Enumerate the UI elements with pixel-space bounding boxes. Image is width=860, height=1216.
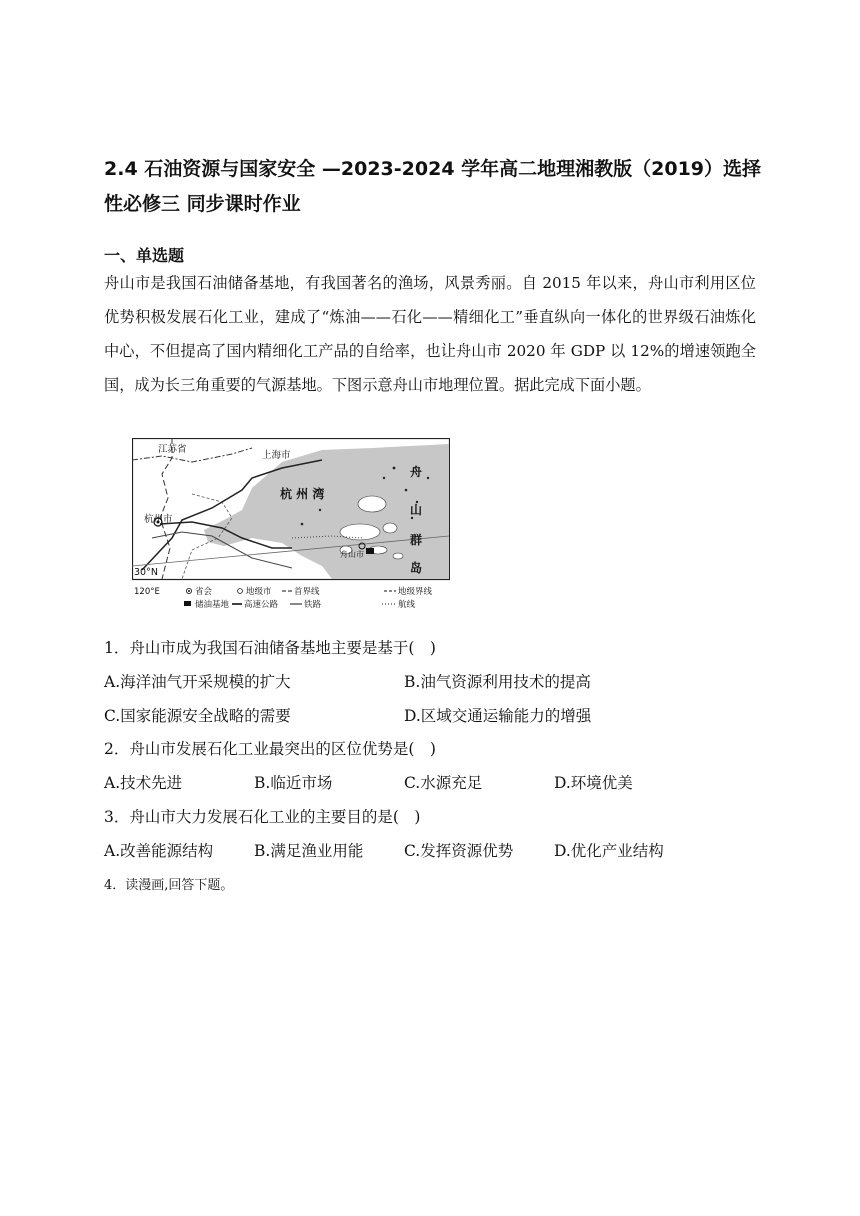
map-label-longitude: 120°E — [134, 587, 160, 597]
map-label-shan: 山 — [410, 503, 423, 517]
legend-shipping: 航线 — [398, 600, 416, 610]
zhoushan-location-map — [132, 438, 450, 610]
q2-option-b[interactable]: B.临近市场 — [254, 774, 333, 792]
legend-highway: 高速公路 — [244, 600, 279, 610]
q3-option-c[interactable]: C.发挥资源优势 — [404, 842, 514, 860]
map-label-dao: 岛 — [410, 561, 423, 575]
legend-railway: 铁路 — [304, 600, 322, 610]
q2-option-c[interactable]: C.水源充足 — [404, 774, 483, 792]
map-label-latitude: 30°N — [134, 567, 158, 578]
map-label-qun: 群 — [410, 533, 423, 547]
question-4-stem: 4．读漫画,回答下题。 — [104, 878, 234, 893]
map-label-zhou: 舟 — [410, 465, 423, 479]
map-label-shanghai: 上海市 — [262, 450, 291, 461]
legend-province-border: 首界线 — [294, 587, 320, 597]
q3-option-d[interactable]: D.优化产业结构 — [554, 842, 664, 860]
section-heading: 一、单选题 — [104, 246, 185, 265]
map-label-hangzhou: 杭州市 — [144, 514, 173, 525]
q1-option-d[interactable]: D.区域交通运输能力的增强 — [404, 707, 592, 725]
map-label-zhoushan-city: 舟山市 — [340, 550, 364, 559]
legend-city: 地级市 — [246, 587, 272, 597]
question-1-stem: 1．舟山市成为我国石油储备基地主要是基于( ) — [104, 639, 436, 657]
legend-capital: 省会 — [195, 587, 213, 597]
page-title: 2.4 石油资源与国家安全 —2023-2024 学年高二地理湘教版（2019）选择性必修三 同步课时作业 — [104, 158, 762, 215]
q3-option-a[interactable]: A.改善能源结构 — [104, 842, 214, 860]
map-label-bay: 杭 州 湾 — [280, 487, 325, 501]
map-label-jiangsu: 江苏省 — [158, 444, 187, 455]
intro-paragraph: 舟山市是我国石油储备基地，有我国著名的渔场，风景秀丽。自 2015 年以来，舟山市利用区位优势积极发展石化工业，建成了“炼油——石化——精细化工”垂直纵向一体化的世界级石油炼化中心，不但提高了国内精细化工产品的自给率，也让舟山市 2020 年 GDP 以 12%的增速领跑全国，成为长三角重要的气源基地。下图示意舟山市地理位置。据此完成下面小题。 — [104, 274, 756, 394]
question-2-stem: 2．舟山市发展石化工业最突出的区位优势是( ) — [104, 740, 436, 758]
q3-option-b[interactable]: B.满足渔业用能 — [254, 842, 364, 860]
q1-option-b[interactable]: B.油气资源利用技术的提高 — [404, 673, 591, 691]
q1-option-c[interactable]: C.国家能源安全战略的需要 — [104, 707, 291, 725]
q1-option-a[interactable]: A.海洋油气开采规模的扩大 — [104, 673, 291, 691]
legend-oil-base: 储油基地 — [195, 600, 230, 610]
q2-option-a[interactable]: A.技术先进 — [104, 774, 183, 792]
legend-city-border: 地级界线 — [398, 587, 433, 597]
q2-option-d[interactable]: D.环境优美 — [554, 774, 633, 792]
question-3-stem: 3．舟山市大力发展石化工业的主要目的是( ) — [104, 808, 421, 826]
